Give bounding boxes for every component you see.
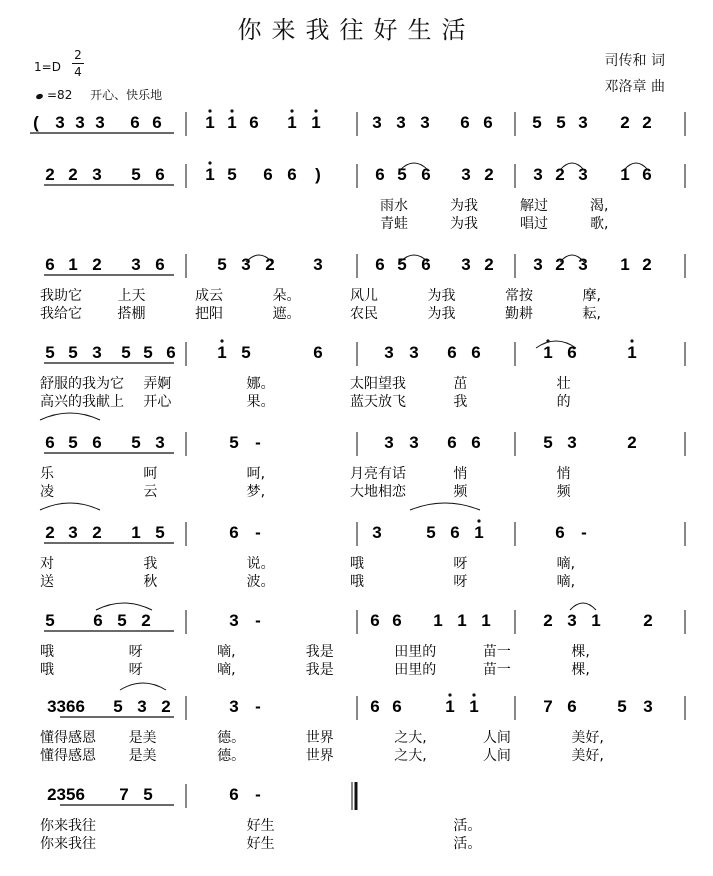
note-1: 1 xyxy=(433,611,443,630)
high-octave-dot xyxy=(290,109,293,112)
lyric-verse2: 勤耕 xyxy=(505,306,533,322)
note-1: 1 xyxy=(591,611,601,630)
high-octave-dot xyxy=(220,339,223,342)
lyric-verse1: 是美 xyxy=(128,730,157,746)
note-3: 3 xyxy=(384,433,394,452)
note-5: 5 xyxy=(229,433,239,452)
lyric-verse2: 搭棚 xyxy=(117,306,146,322)
lyric-verse2: 频 xyxy=(556,484,571,500)
note-6: 6 xyxy=(45,255,55,274)
note-3366: 3366 xyxy=(47,697,85,716)
note-6: 6 xyxy=(555,523,565,542)
lyric-verse2: 活。 xyxy=(453,836,482,852)
note-2: 2 xyxy=(643,611,653,630)
lyric-verse1: 苗一 xyxy=(482,644,511,660)
note-3: 3 xyxy=(567,611,577,630)
lyric-verse1: 为我 xyxy=(450,198,478,214)
note-2: 2 xyxy=(92,523,102,542)
high-octave-dot xyxy=(472,693,475,696)
note-6: 6 xyxy=(45,433,55,452)
high-octave-dot xyxy=(208,161,211,164)
note-7: 7 xyxy=(543,697,553,716)
lyric-verse1: 对 xyxy=(40,556,54,572)
note-i: 1 xyxy=(474,523,484,542)
note-6: 6 xyxy=(642,165,652,184)
note-2: 2 xyxy=(555,255,565,274)
note-3: 3 xyxy=(137,697,147,716)
note-6: 6 xyxy=(567,343,577,362)
note-7: 7 xyxy=(119,785,129,804)
note-3: 3 xyxy=(68,523,78,542)
note-i: 1 xyxy=(205,113,215,132)
lyric-verse1: 我是 xyxy=(305,644,334,660)
note-6: 6 xyxy=(567,697,577,716)
note-6: 6 xyxy=(421,255,431,274)
lyric-verse2: 大地相恋 xyxy=(350,484,406,500)
note-i: 1 xyxy=(445,697,455,716)
note-3: 3 xyxy=(92,343,102,362)
note-6: 6 xyxy=(166,343,176,362)
lyric-verse2: 我给它 xyxy=(40,306,82,322)
note-6: 6 xyxy=(249,113,259,132)
note-2: 2 xyxy=(265,255,275,274)
note-5: 5 xyxy=(217,255,227,274)
note-3: 3 xyxy=(420,113,430,132)
lyric-verse1: 呵 xyxy=(143,466,158,482)
lyric-verse2: 的 xyxy=(556,394,571,410)
note-3: 3 xyxy=(155,433,165,452)
composer-credit: 邓洛章 曲 xyxy=(604,79,665,95)
note-5: 5 xyxy=(155,523,165,542)
lyric-verse2: 凌 xyxy=(40,484,54,500)
note--: - xyxy=(255,785,261,804)
note-1: 1 xyxy=(481,611,491,630)
lyric-verse2: 送 xyxy=(40,574,54,590)
lyric-verse1: 哦 xyxy=(40,644,54,660)
note-i: 1 xyxy=(311,113,321,132)
lyric-verse1: 棵, xyxy=(571,644,590,660)
note-6: 6 xyxy=(375,165,385,184)
note-6: 6 xyxy=(392,611,402,630)
note-5: 5 xyxy=(617,697,627,716)
note-3: 3 xyxy=(567,433,577,452)
lyric-verse2: 我是 xyxy=(305,662,334,678)
song-title: 你来我往好生活 xyxy=(237,16,476,44)
note-5: 5 xyxy=(131,433,141,452)
note-2: 2 xyxy=(484,165,494,184)
time-sig-bottom: 4 xyxy=(74,65,82,79)
lyric-verse1: 哦 xyxy=(350,556,364,572)
note-6: 6 xyxy=(447,343,457,362)
lyric-verse1: 呀 xyxy=(453,556,468,572)
note-3: 3 xyxy=(409,433,419,452)
lyric-verse1: 我 xyxy=(143,556,158,572)
note-3: 3 xyxy=(396,113,406,132)
lyric-verse2: 哦 xyxy=(40,662,54,678)
lyric-verse1: 茁 xyxy=(453,376,468,392)
slur xyxy=(570,603,596,610)
note--: - xyxy=(255,433,261,452)
lyric-verse2: 呀 xyxy=(128,662,143,678)
note-5: 5 xyxy=(426,523,436,542)
note-1: 1 xyxy=(620,255,630,274)
slur xyxy=(40,503,100,510)
note-5: 5 xyxy=(45,343,55,362)
note-6: 6 xyxy=(392,697,402,716)
note-i: 1 xyxy=(217,343,227,362)
expression-text: 开心、快乐地 xyxy=(90,88,163,102)
note-i: 1 xyxy=(543,343,553,362)
note-2: 2 xyxy=(555,165,565,184)
lyric-verse2: 高兴的我献上 xyxy=(40,394,124,410)
lyric-verse1: 你来我往 xyxy=(40,818,96,834)
note-): ) xyxy=(315,165,321,184)
lyric-verse1: 呀 xyxy=(128,644,143,660)
lyric-verse1: 德。 xyxy=(217,730,246,746)
high-octave-dot xyxy=(230,109,233,112)
note-3: 3 xyxy=(643,697,653,716)
key-signature: 1=D xyxy=(34,60,61,74)
lyric-verse1: 舒服的我为它 xyxy=(40,376,124,392)
note-2: 2 xyxy=(68,165,78,184)
lyric-verse1: 弄婀 xyxy=(143,376,172,392)
lyric-verse2: 把阳 xyxy=(195,306,223,322)
lyric-verse2: 德。 xyxy=(217,748,246,764)
lyric-verse1: 渴, xyxy=(590,198,609,214)
note-6: 6 xyxy=(130,113,140,132)
lyric-verse2: 唱过 xyxy=(520,216,548,232)
lyric-verse2: 人间 xyxy=(482,748,511,764)
lyric-verse2: 云 xyxy=(143,484,158,500)
lyric-verse1: 朵。 xyxy=(272,288,301,304)
note-6: 6 xyxy=(471,343,481,362)
lyric-verse1: 说。 xyxy=(246,556,275,572)
high-octave-dot xyxy=(208,109,211,112)
time-sig-top: 2 xyxy=(74,48,82,62)
note-6: 6 xyxy=(263,165,273,184)
note-5: 5 xyxy=(397,165,407,184)
lyric-verse2: 秋 xyxy=(143,574,158,590)
lyric-verse1: 嘀, xyxy=(556,556,576,572)
note-2356: 2356 xyxy=(47,785,85,804)
note-3: 3 xyxy=(461,165,471,184)
lyric-verse1: 月亮有话 xyxy=(350,466,406,482)
lyric-verse2: 苗一 xyxy=(482,662,511,678)
lyric-verse1: 呵, xyxy=(246,466,266,482)
note-5: 5 xyxy=(397,255,407,274)
lyric-verse1: 懂得感恩 xyxy=(40,730,96,746)
lyric-verse2: 棵, xyxy=(571,662,590,678)
note-5: 5 xyxy=(556,113,566,132)
note-6: 6 xyxy=(229,785,239,804)
note-3: 3 xyxy=(372,523,382,542)
lyric-verse2: 波。 xyxy=(246,574,275,590)
lyric-verse2: 青蛙 xyxy=(380,216,408,232)
note-6: 6 xyxy=(375,255,385,274)
note-1: 1 xyxy=(68,255,78,274)
note-5: 5 xyxy=(113,697,123,716)
note-5: 5 xyxy=(68,343,78,362)
note-3: 3 xyxy=(461,255,471,274)
lyric-verse1: 风儿 xyxy=(350,288,378,304)
note-(: ( xyxy=(33,113,39,132)
note-6: 6 xyxy=(421,165,431,184)
note-3: 3 xyxy=(75,113,85,132)
lyric-verse2: 耘, xyxy=(582,306,601,322)
note-2: 2 xyxy=(620,113,630,132)
lyric-verse2: 蓝天放飞 xyxy=(350,394,406,410)
lyric-verse2: 遮。 xyxy=(272,306,301,322)
note-5: 5 xyxy=(143,343,153,362)
note-3: 3 xyxy=(372,113,382,132)
note-5: 5 xyxy=(131,165,141,184)
lyric-verse2: 梦, xyxy=(246,484,266,500)
note-5: 5 xyxy=(121,343,131,362)
note-6: 6 xyxy=(370,697,380,716)
note-1: 1 xyxy=(131,523,141,542)
lyric-verse2: 好生 xyxy=(246,836,275,852)
lyric-verse2: 田里的 xyxy=(394,662,437,678)
note-2: 2 xyxy=(45,523,55,542)
note-2: 2 xyxy=(627,433,637,452)
note-2: 2 xyxy=(642,255,652,274)
lyric-verse1: 嘀, xyxy=(217,644,236,660)
lyric-verse1: 美好, xyxy=(571,730,604,746)
note-3: 3 xyxy=(131,255,141,274)
note-6: 6 xyxy=(92,433,102,452)
lyric-verse1: 解过 xyxy=(520,198,548,214)
note-5: 5 xyxy=(45,611,55,630)
note-5: 5 xyxy=(241,343,251,362)
lyric-verse2: 懂得感恩 xyxy=(40,748,96,764)
note-5: 5 xyxy=(117,611,127,630)
lyric-verse2: 歌, xyxy=(590,216,609,232)
lyric-verse2: 为我 xyxy=(450,216,478,232)
lyric-verse1: 田里的 xyxy=(394,644,437,660)
note-6: 6 xyxy=(483,113,493,132)
high-octave-dot xyxy=(477,519,480,522)
lyric-verse2: 之大, xyxy=(394,748,427,764)
lyric-verse2: 农民 xyxy=(350,306,378,322)
lyric-verse2: 你来我往 xyxy=(40,836,96,852)
lyric-verse1: 我助它 xyxy=(40,288,82,304)
lyric-verse2: 嘀, xyxy=(217,662,236,678)
note-1: 1 xyxy=(457,611,467,630)
note-2: 2 xyxy=(92,255,102,274)
note-6: 6 xyxy=(155,165,165,184)
lyric-verse1: 上天 xyxy=(117,288,146,304)
lyricist-credit: 司传和 词 xyxy=(604,53,665,69)
high-octave-dot xyxy=(630,339,633,342)
lyric-verse2: 我 xyxy=(453,394,468,410)
note-5: 5 xyxy=(143,785,153,804)
lyric-verse1: 悄 xyxy=(453,466,468,482)
lyric-verse2: 呀 xyxy=(453,574,468,590)
note-3: 3 xyxy=(409,343,419,362)
slur xyxy=(120,683,166,690)
lyric-verse2: 开心 xyxy=(143,394,172,410)
note-6: 6 xyxy=(450,523,460,542)
lyric-verse1: 为我 xyxy=(427,288,456,304)
lyric-verse2: 为我 xyxy=(427,306,456,322)
note-6: 6 xyxy=(471,433,481,452)
note-i: 1 xyxy=(469,697,479,716)
lyric-verse2: 频 xyxy=(453,484,468,500)
note-3: 3 xyxy=(384,343,394,362)
lyric-verse1: 世界 xyxy=(305,730,334,746)
note-3: 3 xyxy=(533,255,543,274)
slur xyxy=(40,413,100,420)
lyric-verse1: 悄 xyxy=(556,466,571,482)
lyric-verse1: 乐 xyxy=(40,466,54,482)
lyric-verse1: 太阳望我 xyxy=(350,376,406,392)
note-5: 5 xyxy=(543,433,553,452)
note-3: 3 xyxy=(95,113,105,132)
note-6: 6 xyxy=(93,611,103,630)
lyric-verse1: 之大, xyxy=(394,730,427,746)
lyric-verse1: 壮 xyxy=(556,376,571,392)
note-3: 3 xyxy=(578,255,588,274)
tempo-value: =82 xyxy=(47,88,73,102)
note-3: 3 xyxy=(533,165,543,184)
note-3: 3 xyxy=(578,165,588,184)
note-i: 1 xyxy=(227,113,237,132)
note-i: 1 xyxy=(627,343,637,362)
lyric-verse1: 活。 xyxy=(453,818,482,834)
note-5: 5 xyxy=(227,165,237,184)
note-2: 2 xyxy=(45,165,55,184)
note-3: 3 xyxy=(313,255,323,274)
lyric-verse2: 是美 xyxy=(128,748,157,764)
note-6: 6 xyxy=(155,255,165,274)
slur xyxy=(96,603,152,610)
lyric-verse1: 成云 xyxy=(195,288,223,304)
note-2: 2 xyxy=(642,113,652,132)
note--: - xyxy=(255,697,261,716)
note-i: 1 xyxy=(205,165,215,184)
note-6: 6 xyxy=(447,433,457,452)
note-5: 5 xyxy=(532,113,542,132)
lyric-verse2: 世界 xyxy=(305,748,334,764)
note-2: 2 xyxy=(543,611,553,630)
note-6: 6 xyxy=(370,611,380,630)
lyric-verse1: 雨水 xyxy=(380,198,408,214)
lyric-verse2: 嘀, xyxy=(556,574,576,590)
note-6: 6 xyxy=(313,343,323,362)
lyric-verse1: 人间 xyxy=(482,730,511,746)
slur xyxy=(410,503,480,510)
note--: - xyxy=(581,523,587,542)
note-3: 3 xyxy=(92,165,102,184)
lyric-verse1: 摩, xyxy=(582,288,601,304)
note-6: 6 xyxy=(287,165,297,184)
lyric-verse1: 常按 xyxy=(505,288,533,304)
note-3: 3 xyxy=(229,697,239,716)
lyric-verse2: 哦 xyxy=(350,574,364,590)
note-2: 2 xyxy=(484,255,494,274)
note-6: 6 xyxy=(229,523,239,542)
note-6: 6 xyxy=(152,113,162,132)
lyric-verse2: 美好, xyxy=(571,748,604,764)
note--: - xyxy=(255,523,261,542)
lyric-verse1: 娜。 xyxy=(246,376,275,392)
note-3: 3 xyxy=(578,113,588,132)
note-3: 3 xyxy=(55,113,65,132)
lyric-verse1: 好生 xyxy=(246,818,275,834)
high-octave-dot xyxy=(448,693,451,696)
note-5: 5 xyxy=(68,433,78,452)
note-2: 2 xyxy=(141,611,151,630)
lyric-verse2: 果。 xyxy=(246,394,275,410)
note-3: 3 xyxy=(229,611,239,630)
note-6: 6 xyxy=(460,113,470,132)
note-1: 1 xyxy=(620,165,630,184)
note--: - xyxy=(255,611,261,630)
note-3: 3 xyxy=(241,255,251,274)
note-i: 1 xyxy=(287,113,297,132)
note-2: 2 xyxy=(161,697,171,716)
high-octave-dot xyxy=(314,109,317,112)
